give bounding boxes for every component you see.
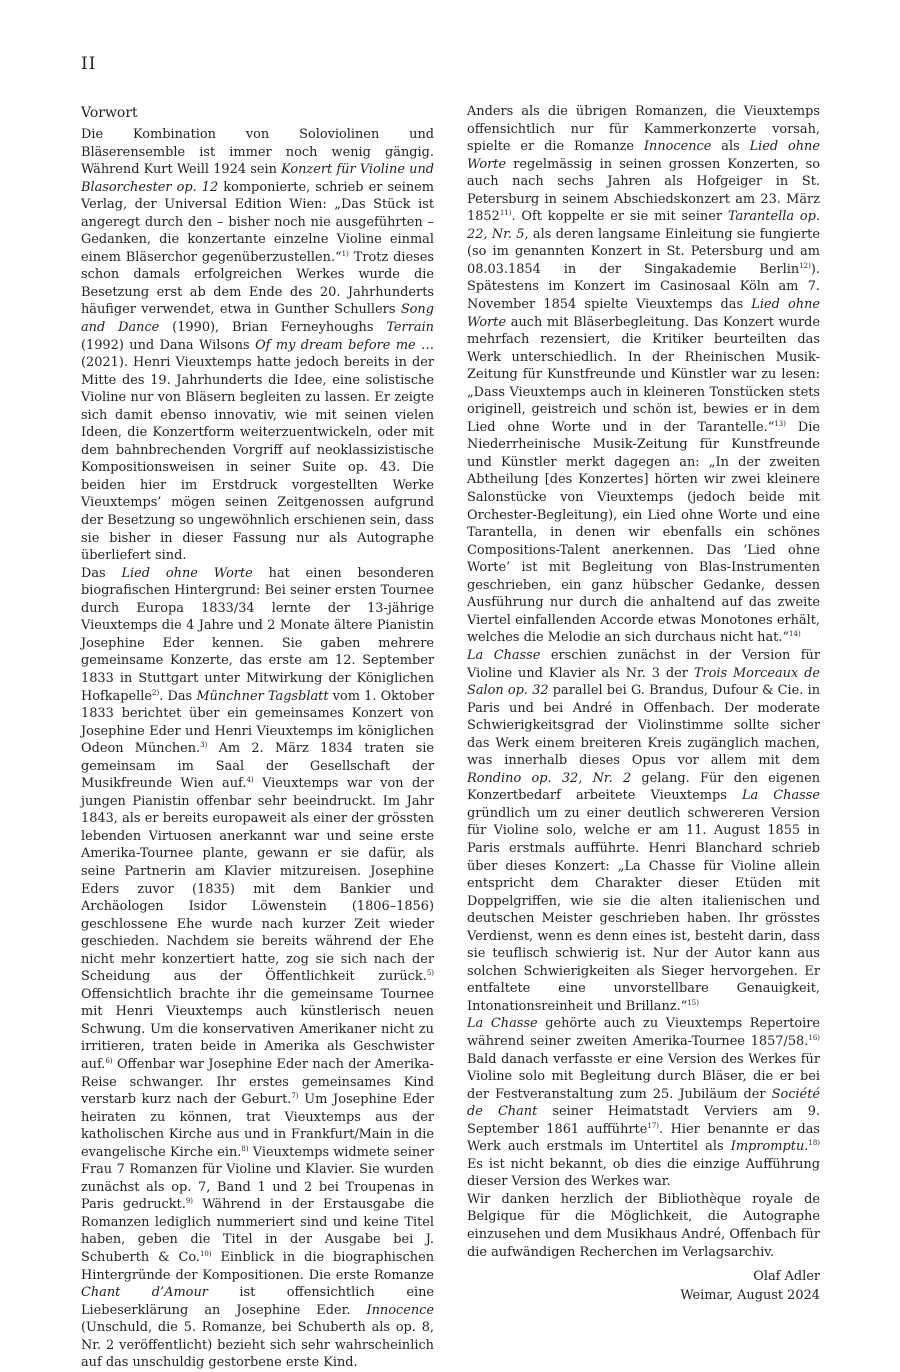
signature-place-date: Weimar, August 2024 [680, 1288, 820, 1304]
left-paragraphs [81, 126, 434, 1372]
italic-title: Impromptu [730, 1139, 805, 1155]
italic-title: La Chasse [467, 647, 541, 663]
text-run: . Das [159, 688, 197, 704]
paragraph [81, 126, 434, 565]
footnote-ref: 10) [199, 1250, 212, 1258]
italic-title: Tarantella op. 22, Nr. 5 [467, 209, 820, 242]
paragraph [81, 565, 434, 1372]
footnote-ref: 18) [808, 1139, 820, 1148]
text-run: Am 2. März 1834 traten sie gemeinsam im Saal der Gesellschaft der Musikfreunde Wien auf. [81, 741, 434, 792]
footnote-ref: 2) [152, 688, 160, 697]
italic-title: Chant d’Amour [81, 1285, 208, 1301]
text-run: Das [81, 565, 122, 581]
text-run: Um Josephine Eder heiraten zu können, trat Vieuxtemps aus der katholischen Kirche aus und in Frankfurt/Main in die evangelische Kirche ein. [81, 1092, 434, 1160]
text-run: parallel bei G. Brandus, Dufour & Cie. in Paris und bei André in Offenbach. Der moderate Schwierigkeitsgrad der Violinstimme sollte sicher das Werk einem breiteren Kreis zugänglich machen, was innerhalb dieses Opus vor allem mit dem [467, 683, 820, 769]
text-run: hat einen besonderen biografischen Hintergrund: Bei seiner ersten Tournee durch Europa 1833/34 lernte der 13-jährige Vieuxtemps die 4 Jahre und 2 Monate ältere Pianistin Josephine Eder kennen. Sie gaben mehrere gemeinsame Konzerte, das erste am 12. September 1833 in Stuttgart unter Mitwirkung der Königlichen Hofkapelle [81, 565, 435, 704]
signature-name: Olaf Adler [753, 1269, 820, 1285]
paragraph [467, 1191, 820, 1261]
italic-title: Konzert für Violine und Blasorchester op. 12 [81, 162, 434, 195]
text-run: gründlich um zu einer deutlich schwereren Version für Violine solo, welche er am 11. August 1855 in Paris erstmals aufführte. Henri Blanchard schrieb über dieses Konzert: „La Chasse für Violine allein entspricht dem Charakter dieser Etüden mit Doppelgriffen, wie sie die alten italienischen und deutschen Meister geschrieben haben. Ihr grösstes Verdienst, wenn es denn eines ist, besteht darin, dass sie teuflisch schwierig ist. Nur der Autor kann aus solchen Schwierigkeiten als Sieger hervorgehen. Er entfaltete eine unvorstellbare Genauigkeit, Intonationsreinheit und Brillanz.“ [467, 805, 820, 1014]
text-run: (1990), Brian Ferneyhoughs [159, 320, 387, 336]
footnote-ref: 15) [687, 998, 699, 1007]
text-run: Vieuxtemps war von der jungen Pianistin offenbar sehr beeindruckt. Im Jahr 1843, als er bereits europaweit als einer der grössten lebenden Virtuosen anerkannt war und seine erste Amerika-Tournee plante, gewann er sie dafür, als seine Partnerin am Klavier mitzureisen. Josephine Eders zuvor (1835) mit dem Bankier und Archäologen Isidor Löwenstein (1806–1856) geschlossene Ehe wurde nach kurzer Zeit wieder geschieden. Nachdem sie bereits während der Ehe nicht mehr konzertiert hatte, zog sie sich nach der Scheidung aus der Öffentlichkeit zurück. [81, 776, 435, 985]
text-run: ). Spätestens im Konzert im Casinosaal Köln am 7. November 1854 spielte Vieuxtemps das [467, 261, 820, 313]
text-run: . Hier benannte er das Werk auch erstmals im Untertitel als [467, 1121, 820, 1155]
text-run: Einblick in die biographischen Hintergründe der Kompositionen. Die erste Romanze [81, 1250, 434, 1283]
right-paragraphs [467, 103, 820, 1261]
text-run: Offenbar war Josephine Eder nach der Amerika-Reise schwanger. Ihr erstes gemeinsames Kind verstarb kurz nach der Geburt. [81, 1056, 434, 1108]
italic-title: Lied ohne Worte [467, 297, 821, 330]
footnote-ref: 8) [241, 1144, 249, 1153]
text-run: Trotz dieses schon damals erfolgreichen Werkes wurde die Besetzung erst ab dem Ende des 20. Jahrhunderts häufiger verwendet, etwa in Gunther Schullers [81, 249, 434, 318]
italic-title: Song and Dance [81, 302, 434, 336]
footnote-ref: 16) [808, 1033, 820, 1042]
footnote-ref: 9) [185, 1197, 194, 1206]
italic-title: Lied ohne Worte [467, 139, 820, 172]
italic-title: La Chasse [741, 788, 820, 804]
text-run: Vieuxtemps widmete seiner Frau 7 Romanzen für Violine und Klavier. Sie wurden zunächst als op. 7, Band 1 und 2 bei Troupenas in Paris gedruckt. [81, 1144, 434, 1213]
text-run: komponierte, schrieb er seinem Verlag, der Universal Edition Wien: „Das Stück ist angeregt durch den – bisher noch nie ausgeführten – Gedanken, die konzertante einzelne Violine einmal einem Bläserchor gegenüberzustellen.“ [81, 179, 435, 265]
text-run: Offensichtlich brachte ihr die gemeinsame Tournee mit Henri Vieuxtemps auch künstlerisch neuen Schwung. Um die konservativen Amerikaner nicht zu irritieren, traten beide in Amerika als Geschwister auf. [81, 986, 434, 1072]
text-run: Die Niederrheinische Musik-Zeitung für Kunstfreunde und Künstler merkt dagegen an: „In der zweiten Abtheilung [des Konzertes] hörten wir zwei kleinere Salonstücke von Vieuxtemps (jedoch beide mit Orchester-Begleitung), ein Lied ohne Worte und eine Tarantella, in denen wir ebenfalls ein schönes Compositions-Talent anerkennen. Das ‘Lied ohne Worte’ ist mit Begleitung von Blas-Instrumenten geschrieben, ein ganz hübscher Gedanke, dessen Ausführung nur durch die anhaltend auf das zweite Viertel einfallenden Accorde etwas Monotones erhält, welches die Melodie an sich durchaus nicht hat.“ [467, 419, 820, 646]
text-run: (Unschuld, die 5. Romanze, bei Schuberth als op. 8, Nr. 2 veröffentlicht) bezieht sich sehr wahrscheinlich auf das unschuldig gestorbene erste Kind. [81, 1320, 434, 1371]
paragraph [467, 1015, 820, 1190]
text-run: seiner Heimatstadt Verviers am 9. September 1861 aufführte [467, 1104, 820, 1137]
text-run: (2021). Henri Vieuxtemps hatte jedoch bereits in der Mitte des 19. Jahrhunderts die Idee, eine solistische Violine nur von Bläsern begleiten zu lassen. Er zeigte sich damit ebenso innovativ, wie mit seinen vielen Ideen, die Konzertform weiterzuentwickeln, oder mit dem bahnbrechenden Vorgriff auf neoklassizistische Kompositionsweisen in seiner Suite op. 43. Die beiden hier im Erstdruck vorgestellten Werke Vieuxtemps’ mögen seinen Zeitgenossen aufgrund der Besetzung so ungewöhnlich erschienen sein, dass sie bisher in dieser Fassung nur als Autographe überliefert sind. [81, 355, 434, 564]
italic-title: Terrain [386, 320, 434, 336]
italic-title: Innocence [643, 139, 712, 155]
footnote-ref: 17) [647, 1121, 660, 1130]
text-run: Wir danken herzlich der Bibliothèque royale de Belgique für die Möglichkeit, die Autographe einzusehen und dem Musikhaus André, Offenbach für die aufwändigen Recherchen im Verlagsarchiv. [467, 1191, 820, 1260]
text-run: ist offensichtlich eine Liebeserklärung an Josephine Eder. [81, 1285, 434, 1318]
italic-title: Innocence [366, 1302, 434, 1318]
italic-title: Lied ohne Worte [121, 565, 253, 581]
italic-title: Rondino op. 32, Nr. 2 [467, 770, 632, 786]
text-run: auch mit Bläserbegleitung. Das Konzert wurde mehrfach rezensiert, die Kritiker beurteilten das Werk unterschiedlich. In der Rheinischen Musik-Zeitung für Kunstfreunde und Künstler war zu lesen: „Dass Vieuxtemps auch in kleineren Tonstücken stets originell, geistreich und schön ist, bewies er in dem Lied ohne Worte und in der Tarantelle.“ [467, 314, 820, 435]
italic-title: La Chasse [467, 1016, 538, 1032]
signature-block [467, 1267, 820, 1305]
italic-title: Of my dream before me … [255, 337, 435, 353]
text-run: , als deren langsame Einleitung sie fungierte (so im genannten Konzert in St. Petersburg und am 08.03.1854 in der Singakademie Berlin [467, 226, 820, 277]
italic-title: Trois Morceaux de Salon op. 32 [467, 665, 821, 699]
text-run: Die Kombination von Soloviolinen und Bläserensemble ist immer noch wenig gängig. Während Kurt Weill 1924 sein [81, 127, 434, 178]
footnote-ref: 4) [246, 776, 254, 785]
text-run: vom 1. Oktober 1833 berichtet über ein gemeinsames Konzert von Josephine Eder und Henri Vieuxtemps im königlichen Odeon München. [81, 688, 434, 757]
footnote-ref: 6) [105, 1056, 113, 1065]
footnote-ref: 3) [200, 741, 208, 750]
footnote-ref: 11) [499, 209, 512, 218]
footnote-ref: 14) [789, 630, 801, 639]
text-run: als [711, 139, 750, 155]
text-run: gelang. Für den eigenen Konzertbedarf arbeitete Vieuxtemps [467, 770, 820, 804]
page-number: II [81, 54, 97, 74]
text-run: Anders als die übrigen Romanzen, die Vieuxtemps offensichtlich nur für Kammerkonzerte vorsah, spielte er die Romanze [467, 104, 820, 155]
text-run: . [804, 1139, 809, 1155]
text-run: (1992) und Dana Wilsons [81, 337, 256, 353]
text-run: gehörte auch zu Vieuxtemps Repertoire während seiner zweiten Amerika-Tournee 1857/58. [467, 1016, 820, 1049]
right-column [467, 103, 820, 1305]
text-run: . Oft koppelte er sie mit seiner [511, 209, 728, 225]
paragraph [467, 103, 820, 647]
text-run: erschien zunächst in der Version für Violine und Klavier als Nr. 3 der [467, 647, 820, 681]
preface-heading: Vorwort [81, 105, 138, 121]
footnote-ref: 13) [774, 419, 786, 428]
footnote-ref: 5) [426, 969, 434, 978]
text-run: Es ist nicht bekannt, ob dies die einzige Aufführung dieser Version des Werkes war. [467, 1156, 820, 1190]
text-run: regelmässig in seinen grossen Konzerten, so auch nach sechs Jahren als Hofgeiger in St. Petersburg in seinem Abschiedskonzert am 23. März 1852 [467, 156, 820, 225]
italic-title: Münchner Tagsblatt [196, 688, 329, 704]
italic-title: Société de Chant [467, 1086, 820, 1120]
paragraph [467, 647, 820, 1015]
footnote-ref: 7) [291, 1092, 299, 1101]
text-run: Während in der Erstausgabe die Romanzen lediglich nummeriert sind und keine Titel haben, geben die Titel in der Ausgabe bei J. Schuberth & Co. [81, 1197, 434, 1265]
text-run: Bald danach verfasste er eine Version des Werkes für Violine solo mit Begleitung durch Bläser, die er bei der Festveranstaltung zum 25. Jubiläum der [467, 1051, 820, 1102]
footnote-ref: 1) [341, 249, 349, 258]
footnote-ref: 12) [799, 261, 811, 270]
